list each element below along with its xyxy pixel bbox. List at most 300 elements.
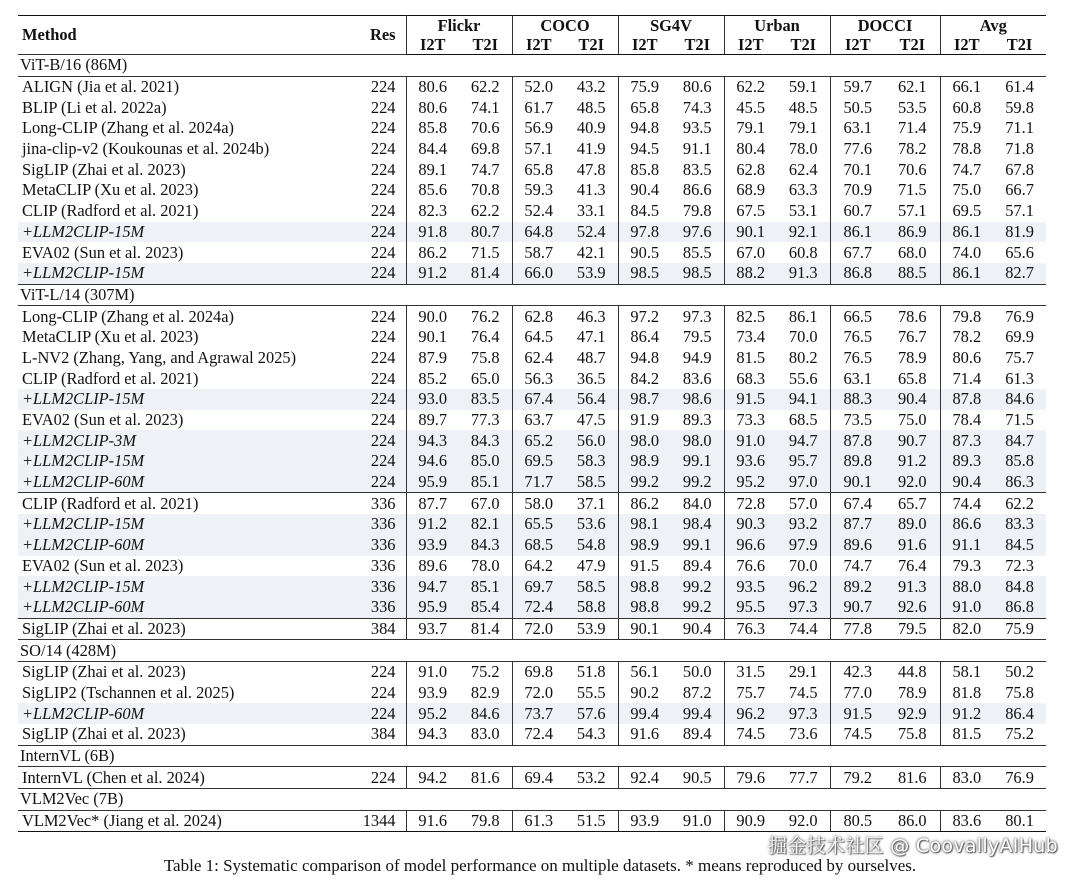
score-cell: 59.8	[1005, 97, 1034, 117]
score-cell: 75.0	[940, 180, 993, 201]
table-row	[18, 97, 1046, 118]
score-cell: 70.0	[788, 555, 818, 575]
score-cell: 78.9	[897, 682, 927, 702]
score-cell: 86.6	[682, 180, 712, 200]
dataset-header-urban: Urban	[724, 16, 830, 36]
score-cell: 65.8	[618, 97, 671, 118]
score-cell: 47.1	[576, 327, 606, 347]
score-cell: 67.0	[724, 242, 777, 263]
score-cell: 90.4	[671, 618, 724, 640]
res-cell: 336	[348, 514, 406, 535]
score-cell: 98.0	[671, 430, 724, 451]
metric-header-i2t: I2T	[406, 35, 459, 55]
score-cell: 97.2	[618, 306, 671, 327]
score-cell: 67.4	[830, 493, 885, 514]
table-body	[18, 55, 1046, 832]
method-cell	[18, 451, 348, 472]
score-cell: 78.2	[897, 139, 927, 159]
header-row-datasets	[18, 16, 1046, 36]
score-cell: 96.6	[724, 535, 777, 556]
score-cell: 91.0	[671, 810, 724, 832]
score-cell: 87.9	[406, 348, 459, 369]
method-cell: CLIP (Radford et al. 2021)	[18, 493, 348, 514]
score-cell: 98.5	[671, 263, 724, 284]
score-cell: 67.5	[724, 201, 777, 222]
metric-header-i2t: I2T	[618, 35, 671, 55]
res-cell: 224	[370, 97, 396, 117]
score-cell: 61.3	[512, 810, 565, 832]
score-cell: 88.5	[885, 263, 940, 284]
method-name: +LLM2CLIP-15M	[22, 389, 145, 409]
score-cell: 94.9	[682, 347, 712, 367]
score-cell: 78.2	[940, 327, 993, 348]
score-cell: 56.4	[565, 389, 618, 410]
res-cell: 384	[348, 618, 406, 640]
table-row	[18, 810, 1046, 832]
metric-header-t2i: T2I	[565, 35, 618, 55]
score-cell: 77.0	[830, 683, 885, 704]
score-cell: 92.0	[885, 472, 940, 493]
score-cell: 75.2	[1005, 724, 1034, 744]
metric-header-t2i: T2I	[671, 35, 724, 55]
table-row	[18, 618, 1046, 640]
score-cell: 76.6	[724, 556, 777, 577]
score-cell: 53.9	[565, 618, 618, 640]
score-cell: 91.9	[618, 410, 671, 431]
score-cell: 79.8	[682, 201, 712, 221]
score-cell: 84.2	[618, 368, 671, 389]
score-cell: 76.2	[470, 306, 500, 326]
section-title: ViT-L/14 (307M)	[18, 284, 1046, 306]
score-cell: 79.8	[459, 810, 512, 832]
score-cell: 48.5	[788, 97, 818, 117]
table-row	[18, 430, 1046, 451]
score-cell: 50.2	[1005, 662, 1034, 682]
table-row	[18, 724, 1046, 745]
score-cell: 98.8	[618, 597, 671, 618]
score-cell: 91.2	[885, 451, 940, 472]
score-cell: 46.3	[576, 306, 606, 326]
score-cell: 84.6	[993, 389, 1046, 410]
score-cell: 76.7	[897, 327, 927, 347]
section-header-row	[18, 55, 1046, 77]
score-cell: 75.9	[618, 76, 671, 97]
score-cell: 85.5	[682, 242, 712, 262]
score-cell: 92.9	[885, 703, 940, 724]
res-cell: 224	[370, 201, 396, 221]
score-cell: 68.0	[897, 242, 927, 262]
score-cell: 64.2	[512, 556, 565, 577]
score-cell: 62.1	[897, 77, 927, 97]
res-cell: 224	[348, 430, 406, 451]
score-cell: 90.5	[618, 242, 671, 263]
score-cell: 92.4	[618, 767, 671, 789]
score-cell: 50.0	[682, 662, 712, 682]
score-cell: 91.5	[724, 389, 777, 410]
score-cell: 74.4	[940, 493, 993, 514]
score-cell: 75.7	[1005, 347, 1034, 367]
score-cell: 86.1	[940, 222, 993, 243]
score-cell: 98.9	[618, 535, 671, 556]
method-cell: EVA02 (Sun et al. 2023)	[22, 410, 184, 430]
method-cell: SigLIP2 (Tschannen et al. 2025)	[22, 682, 235, 702]
score-cell: 84.3	[459, 430, 512, 451]
score-cell: 84.0	[671, 493, 724, 514]
table-row	[18, 661, 1046, 682]
res-cell: 224	[370, 347, 396, 367]
section-title: VLM2Vec (7B)	[18, 789, 1046, 811]
score-cell: 45.5	[724, 97, 777, 118]
score-cell: 47.8	[576, 159, 606, 179]
score-cell: 97.3	[777, 703, 830, 724]
score-cell: 93.0	[406, 389, 459, 410]
score-cell: 71.5	[897, 180, 927, 200]
score-cell: 70.8	[470, 180, 500, 200]
score-cell: 68.9	[724, 180, 777, 201]
score-cell: 85.1	[459, 472, 512, 493]
score-cell: 85.8	[618, 159, 671, 180]
score-cell: 58.1	[940, 661, 993, 682]
score-cell: 91.3	[885, 576, 940, 597]
score-cell: 79.6	[724, 767, 777, 789]
score-cell: 65.2	[512, 430, 565, 451]
score-cell: 75.8	[470, 347, 500, 367]
score-cell: 94.2	[406, 767, 459, 789]
method-cell	[18, 703, 348, 724]
table-row	[18, 535, 1046, 556]
score-cell: 98.9	[618, 451, 671, 472]
score-cell: 90.4	[618, 180, 671, 201]
score-cell: 71.8	[1005, 139, 1034, 159]
score-cell: 78.4	[940, 410, 993, 431]
method-cell: EVA02 (Sun et al. 2023)	[22, 555, 184, 575]
score-cell: 89.7	[406, 410, 459, 431]
method-cell: SigLIP (Zhai et al. 2023)	[18, 618, 348, 640]
score-cell: 48.5	[576, 97, 606, 117]
score-cell: 72.8	[724, 493, 777, 514]
score-cell: 75.9	[993, 618, 1046, 640]
score-cell: 56.0	[565, 430, 618, 451]
res-cell: 224	[370, 118, 396, 138]
section-header-row	[18, 745, 1046, 767]
score-cell: 83.6	[940, 810, 993, 832]
table-row	[18, 767, 1046, 789]
score-cell: 91.6	[406, 810, 459, 832]
score-cell: 91.5	[830, 703, 885, 724]
score-cell: 98.5	[618, 263, 671, 284]
score-cell: 87.7	[406, 493, 459, 514]
score-cell: 83.5	[682, 159, 712, 179]
score-cell: 94.5	[618, 139, 671, 160]
score-cell: 80.5	[830, 810, 885, 832]
score-cell: 86.1	[830, 222, 885, 243]
score-cell: 51.8	[576, 662, 606, 682]
score-cell: 90.1	[406, 327, 459, 348]
method-cell: CLIP (Radford et al. 2021)	[22, 368, 199, 388]
score-cell: 74.4	[777, 618, 830, 640]
score-cell: 56.1	[618, 661, 671, 682]
score-cell: 98.6	[671, 389, 724, 410]
table-row	[18, 556, 1046, 577]
method-cell: EVA02 (Sun et al. 2023)	[22, 242, 184, 262]
score-cell: 64.5	[512, 327, 565, 348]
score-cell: 93.5	[682, 118, 712, 138]
score-cell: 53.2	[576, 767, 606, 787]
score-cell: 87.7	[830, 514, 885, 535]
score-cell: 84.6	[459, 703, 512, 724]
score-cell: 98.1	[618, 514, 671, 535]
score-cell: 91.3	[777, 263, 830, 284]
score-cell: 99.1	[671, 451, 724, 472]
score-cell: 85.4	[459, 597, 512, 618]
score-cell: 66.5	[830, 306, 885, 327]
score-cell: 76.9	[1005, 767, 1034, 787]
table-row	[18, 576, 1046, 597]
score-cell: 81.6	[897, 767, 927, 787]
score-cell: 97.8	[618, 222, 671, 243]
score-cell: 36.5	[576, 368, 606, 388]
score-cell: 62.2	[470, 201, 500, 221]
score-cell: 90.3	[724, 514, 777, 535]
score-cell: 74.7	[940, 159, 993, 180]
score-cell: 53.1	[788, 201, 818, 221]
score-cell: 44.8	[897, 662, 927, 682]
score-cell: 96.2	[777, 576, 830, 597]
score-cell: 84.7	[993, 430, 1046, 451]
score-cell: 97.6	[671, 222, 724, 243]
score-cell: 99.4	[671, 703, 724, 724]
score-cell: 94.3	[406, 724, 459, 745]
score-cell: 95.9	[406, 472, 459, 493]
score-cell: 95.9	[406, 597, 459, 618]
score-cell: 75.7	[724, 683, 777, 704]
score-cell: 58.3	[565, 451, 618, 472]
method-cell: MetaCLIP (Xu et al. 2023)	[22, 180, 199, 200]
score-cell: 66.0	[512, 263, 565, 284]
score-cell: 31.5	[724, 661, 777, 682]
score-cell: 87.8	[830, 430, 885, 451]
score-cell: 80.6	[406, 97, 459, 118]
score-cell: 52.0	[512, 76, 565, 97]
score-cell: 89.8	[830, 451, 885, 472]
score-cell: 65.7	[885, 493, 940, 514]
table-row	[18, 242, 1046, 263]
table-row	[18, 348, 1046, 369]
score-cell: 52.4	[512, 201, 565, 222]
score-cell: 74.7	[830, 556, 885, 577]
score-cell: 51.5	[565, 810, 618, 832]
score-cell: 67.7	[830, 242, 885, 263]
score-cell: 76.9	[1005, 306, 1034, 326]
score-cell: 60.8	[788, 242, 818, 262]
metric-header-i2t: I2T	[512, 35, 565, 55]
score-cell: 79.5	[885, 618, 940, 640]
score-cell: 62.2	[724, 76, 777, 97]
res-cell: 224	[370, 767, 396, 787]
score-cell: 74.5	[788, 682, 818, 702]
score-cell: 74.1	[470, 97, 500, 117]
score-cell: 71.4	[940, 368, 993, 389]
score-cell: 90.7	[830, 597, 885, 618]
score-cell: 82.7	[993, 263, 1046, 284]
score-cell: 99.1	[671, 535, 724, 556]
res-cell: 336	[348, 493, 406, 514]
score-cell: 83.0	[940, 767, 993, 789]
method-name: +LLM2CLIP-60M	[22, 597, 145, 617]
score-cell: 78.0	[788, 139, 818, 159]
score-cell: 86.6	[940, 514, 993, 535]
score-cell: 90.7	[885, 430, 940, 451]
res-cell: 224	[370, 410, 396, 430]
score-cell: 55.6	[788, 368, 818, 388]
table-row	[18, 76, 1046, 97]
score-cell: 92.1	[777, 222, 830, 243]
score-cell: 93.2	[777, 514, 830, 535]
score-cell: 73.3	[724, 410, 777, 431]
dataset-header-docci: DOCCI	[830, 16, 940, 36]
score-cell: 57.6	[565, 703, 618, 724]
score-cell: 62.2	[470, 77, 500, 97]
res-cell: 224	[370, 682, 396, 702]
method-cell	[18, 576, 348, 597]
table-row	[18, 493, 1046, 514]
score-cell: 60.8	[940, 97, 993, 118]
score-cell: 95.2	[406, 703, 459, 724]
score-cell: 80.7	[459, 222, 512, 243]
score-cell: 81.5	[724, 348, 777, 369]
score-cell: 91.2	[940, 703, 993, 724]
metric-header-t2i: T2I	[459, 35, 512, 55]
score-cell: 63.1	[830, 118, 885, 139]
score-cell: 76.4	[470, 327, 500, 347]
score-cell: 98.8	[618, 576, 671, 597]
score-cell: 81.5	[940, 724, 993, 745]
score-cell: 85.2	[406, 368, 459, 389]
section-header-row	[18, 789, 1046, 811]
score-cell: 77.7	[788, 767, 818, 787]
table-row	[18, 327, 1046, 348]
score-cell: 98.4	[671, 514, 724, 535]
score-cell: 70.0	[788, 327, 818, 347]
method-name: +LLM2CLIP-60M	[22, 535, 145, 555]
score-cell: 86.9	[885, 222, 940, 243]
score-cell: 82.9	[470, 682, 500, 702]
dataset-header-coco: COCO	[512, 16, 618, 36]
score-cell: 95.5	[724, 597, 777, 618]
score-cell: 67.0	[459, 493, 512, 514]
score-cell: 81.4	[459, 618, 512, 640]
score-cell: 61.3	[1005, 368, 1034, 388]
dataset-header-avg: Avg	[940, 16, 1046, 36]
table-row	[18, 139, 1046, 160]
score-cell: 86.8	[830, 263, 885, 284]
metric-header-i2t: I2T	[830, 35, 885, 55]
score-cell: 58.7	[512, 242, 565, 263]
score-cell: 40.9	[576, 118, 606, 138]
score-cell: 86.0	[885, 810, 940, 832]
method-cell: BLIP (Li et al. 2022a)	[22, 97, 167, 117]
score-cell: 89.2	[830, 576, 885, 597]
table-row	[18, 472, 1046, 493]
res-cell: 336	[370, 555, 396, 575]
method-cell: InternVL (Chen et al. 2024)	[22, 767, 205, 787]
score-cell: 95.2	[724, 472, 777, 493]
score-cell: 77.6	[830, 139, 885, 160]
score-cell: 74.3	[682, 97, 712, 117]
res-cell: 224	[370, 306, 396, 326]
section-title: SO/14 (428M)	[18, 640, 1046, 662]
score-cell: 80.6	[682, 77, 712, 97]
score-cell: 81.8	[940, 683, 993, 704]
res-header: Res	[370, 25, 396, 44]
score-cell: 62.2	[993, 493, 1046, 514]
table-row	[18, 118, 1046, 139]
method-name: +LLM2CLIP-15M	[22, 514, 145, 534]
score-cell: 42.1	[576, 242, 606, 262]
score-cell: 73.6	[788, 724, 818, 744]
score-cell: 71.5	[1005, 410, 1034, 430]
score-cell: 90.9	[724, 810, 777, 832]
score-cell: 66.1	[940, 76, 993, 97]
score-cell: 76.5	[830, 348, 885, 369]
score-cell: 62.4	[788, 159, 818, 179]
score-cell: 73.7	[512, 703, 565, 724]
score-cell: 84.4	[406, 139, 459, 160]
table-row	[18, 159, 1046, 180]
score-cell: 66.7	[1005, 180, 1034, 200]
score-cell: 64.8	[512, 222, 565, 243]
score-cell: 97.0	[777, 472, 830, 493]
score-cell: 86.4	[993, 703, 1046, 724]
score-cell: 80.6	[940, 348, 993, 369]
score-cell: 65.8	[512, 159, 565, 180]
score-cell: 61.7	[512, 97, 565, 118]
method-cell: SigLIP (Zhai et al. 2023)	[22, 662, 186, 682]
score-cell: 89.6	[830, 535, 885, 556]
score-cell: 69.5	[940, 201, 993, 222]
res-cell: 224	[370, 77, 396, 97]
score-cell: 69.7	[512, 576, 565, 597]
score-cell: 82.5	[724, 306, 777, 327]
score-cell: 97.3	[682, 306, 712, 326]
score-cell: 72.0	[512, 683, 565, 704]
table-row	[18, 263, 1046, 284]
res-cell: 224	[370, 159, 396, 179]
score-cell: 88.3	[830, 389, 885, 410]
score-cell: 53.9	[565, 263, 618, 284]
table-row	[18, 451, 1046, 472]
score-cell: 59.7	[830, 76, 885, 97]
section-title: InternVL (6B)	[18, 745, 1046, 767]
score-cell: 58.5	[565, 576, 618, 597]
res-cell: 336	[348, 535, 406, 556]
table-row	[18, 514, 1046, 535]
score-cell: 89.4	[682, 555, 712, 575]
score-cell: 65.0	[470, 368, 500, 388]
score-cell: 69.8	[470, 139, 500, 159]
method-cell: jina-clip-v2 (Koukounas et al. 2024b)	[22, 139, 270, 159]
score-cell: 84.8	[993, 576, 1046, 597]
score-cell: 53.5	[897, 97, 927, 117]
score-cell: 78.8	[940, 139, 993, 160]
score-cell: 89.3	[682, 410, 712, 430]
res-cell: 224	[348, 263, 406, 284]
method-cell: ALIGN (Jia et al. 2021)	[22, 77, 180, 97]
method-name: +LLM2CLIP-60M	[22, 703, 145, 723]
score-cell: 41.3	[576, 180, 606, 200]
score-cell: 95.7	[777, 451, 830, 472]
table-row	[18, 703, 1046, 724]
